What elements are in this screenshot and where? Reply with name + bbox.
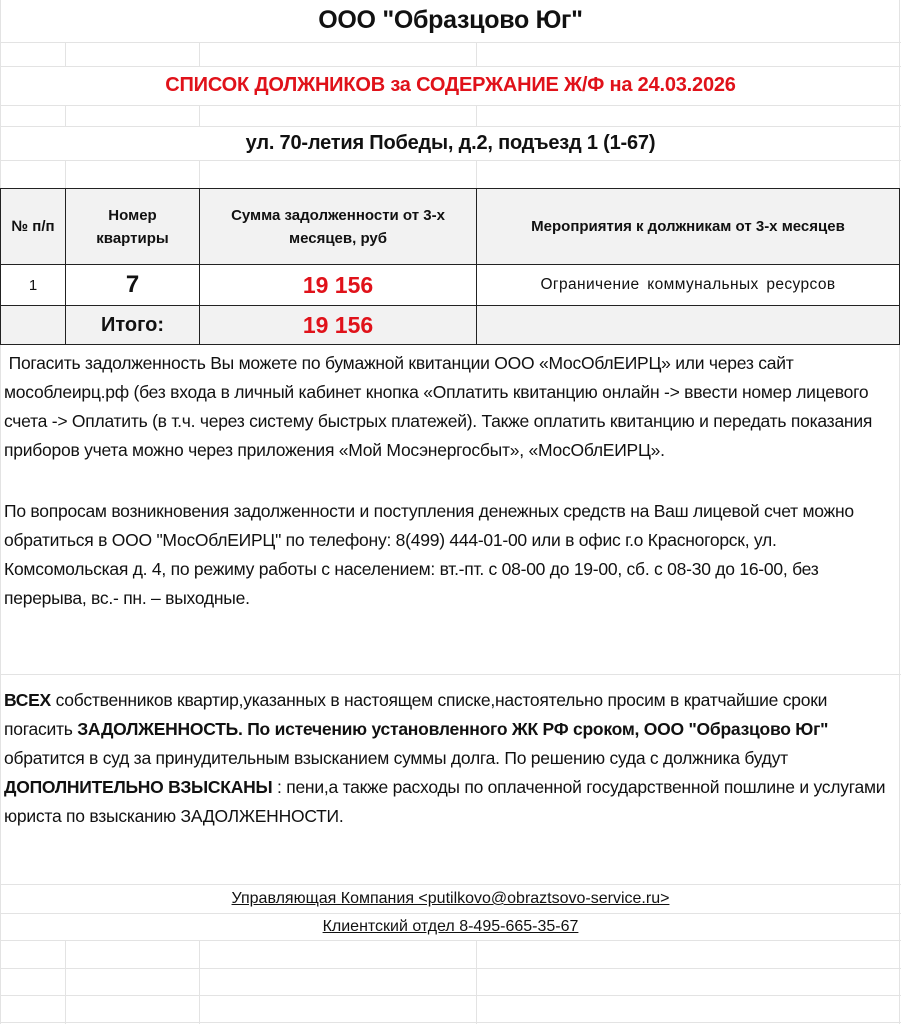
debt-measure: Ограничение коммунальных ресурсов (477, 265, 900, 306)
gridline (0, 995, 901, 996)
gridline (199, 940, 200, 1024)
gridline (65, 160, 66, 188)
payment-instructions: Погасить задолженность Вы можете по бумажной квитанции ООО «МосОблЕИРЦ» или через сайт мособлеирц.рф (без входа в личный кабинет кнопка «Оплатить квитанцию онлайн -> ввести номер лицевого счета -> Оплатить (в т.ч. через систему быстрых платежей). Также оплатить квитанцию и передать показания приборов учета можно через приложения «Мой Мосэнергосбыт», «МосОблЕИРЦ». (4, 353, 877, 460)
gridline (476, 105, 477, 126)
gridline (476, 940, 477, 1024)
gridline (0, 126, 901, 127)
gridline (199, 42, 200, 66)
warning-emphasis: ЗАДОЛЖЕННОСТЬ. По истечению установленного ЖК РФ сроком, ООО "Образцово Юг" (77, 719, 829, 739)
debt-warning (4, 686, 899, 831)
warning-emphasis: ВСЕХ (4, 690, 51, 710)
column-header-apartment-label: Номер квартиры (96, 206, 169, 247)
gridline (476, 42, 477, 66)
gridline (0, 66, 901, 67)
column-header-debt-sum (200, 189, 477, 265)
gridline (65, 105, 66, 126)
gridline (0, 1022, 901, 1023)
warning-text: собственников квартир,указанных в настоящем списке,настоятельно просим в кратчайшие сроки погасить (4, 690, 828, 739)
total-empty-cell (477, 306, 900, 345)
warning-text: : пени,а также расходы по оплаченной государственной пошлине и услугами юриста по взысканию ЗАДОЛЖЕННОСТИ. (4, 777, 886, 826)
column-header-number: № п/п (1, 189, 66, 265)
column-header-apartment (66, 189, 200, 265)
total-label: Итого: (66, 306, 200, 345)
column-header-measures: Мероприятия к должникам от 3-х месяцев (477, 189, 900, 265)
gridline (0, 160, 901, 161)
table-header-row (1, 189, 900, 265)
debt-sum: 19 156 (200, 265, 477, 306)
client-department-phone-link[interactable]: Клиентский отдел 8-495-665-35-67 (322, 918, 579, 935)
gridline (0, 968, 901, 969)
gridline (476, 160, 477, 188)
debtors-table (0, 188, 900, 345)
gridline (0, 674, 901, 675)
gridline (65, 42, 66, 66)
gridline (199, 160, 200, 188)
table-row (1, 265, 900, 306)
debtors-list-title: СПИСОК ДОЛЖНИКОВ за СОДЕРЖАНИЕ Ж/Ф на 24.03.2026 (165, 74, 736, 96)
management-company-email-link[interactable]: Управляющая Компания <putilkovo@obraztsovo-service.ru> (231, 890, 670, 907)
gridline (0, 105, 901, 106)
column-header-debt-sum-label: Сумма задолженности от 3-х месяцев, руб (231, 206, 445, 247)
gridline (0, 940, 901, 941)
row-number: 1 (1, 265, 66, 306)
apartment-number: 7 (66, 265, 200, 306)
warning-emphasis: ДОПОЛНИТЕЛЬНО ВЗЫСКАНЫ (4, 777, 273, 797)
total-sum: 19 156 (200, 306, 477, 345)
total-empty-cell (1, 306, 66, 345)
warning-text: обратится в суд за принудительным взысканием суммы долга. По решению суда с должника будут (4, 748, 788, 768)
gridline (0, 884, 901, 885)
building-address: ул. 70-летия Победы, д.2, подъезд 1 (1-67) (245, 132, 656, 154)
gridline (65, 940, 66, 1024)
gridline (0, 913, 901, 914)
contact-information: По вопросам возникновения задолженности и поступления денежных средств на Ваш лицевой счет можно обратиться в ООО "МосОблЕИРЦ" по телефону: 8(499) 444-01-00 или в офис г.о Красногорск, ул. Комсомольская д. 4, по режиму работы с населением: вт.-пт. с 08-00 до 19-00, сб. с 08-30 до 16-00, без перерыва, вс.- пн. – выходные. (4, 501, 854, 608)
total-row (1, 306, 900, 345)
gridline (0, 42, 901, 43)
company-title: ООО "Образцово Юг" (318, 6, 583, 34)
gridline (199, 105, 200, 126)
